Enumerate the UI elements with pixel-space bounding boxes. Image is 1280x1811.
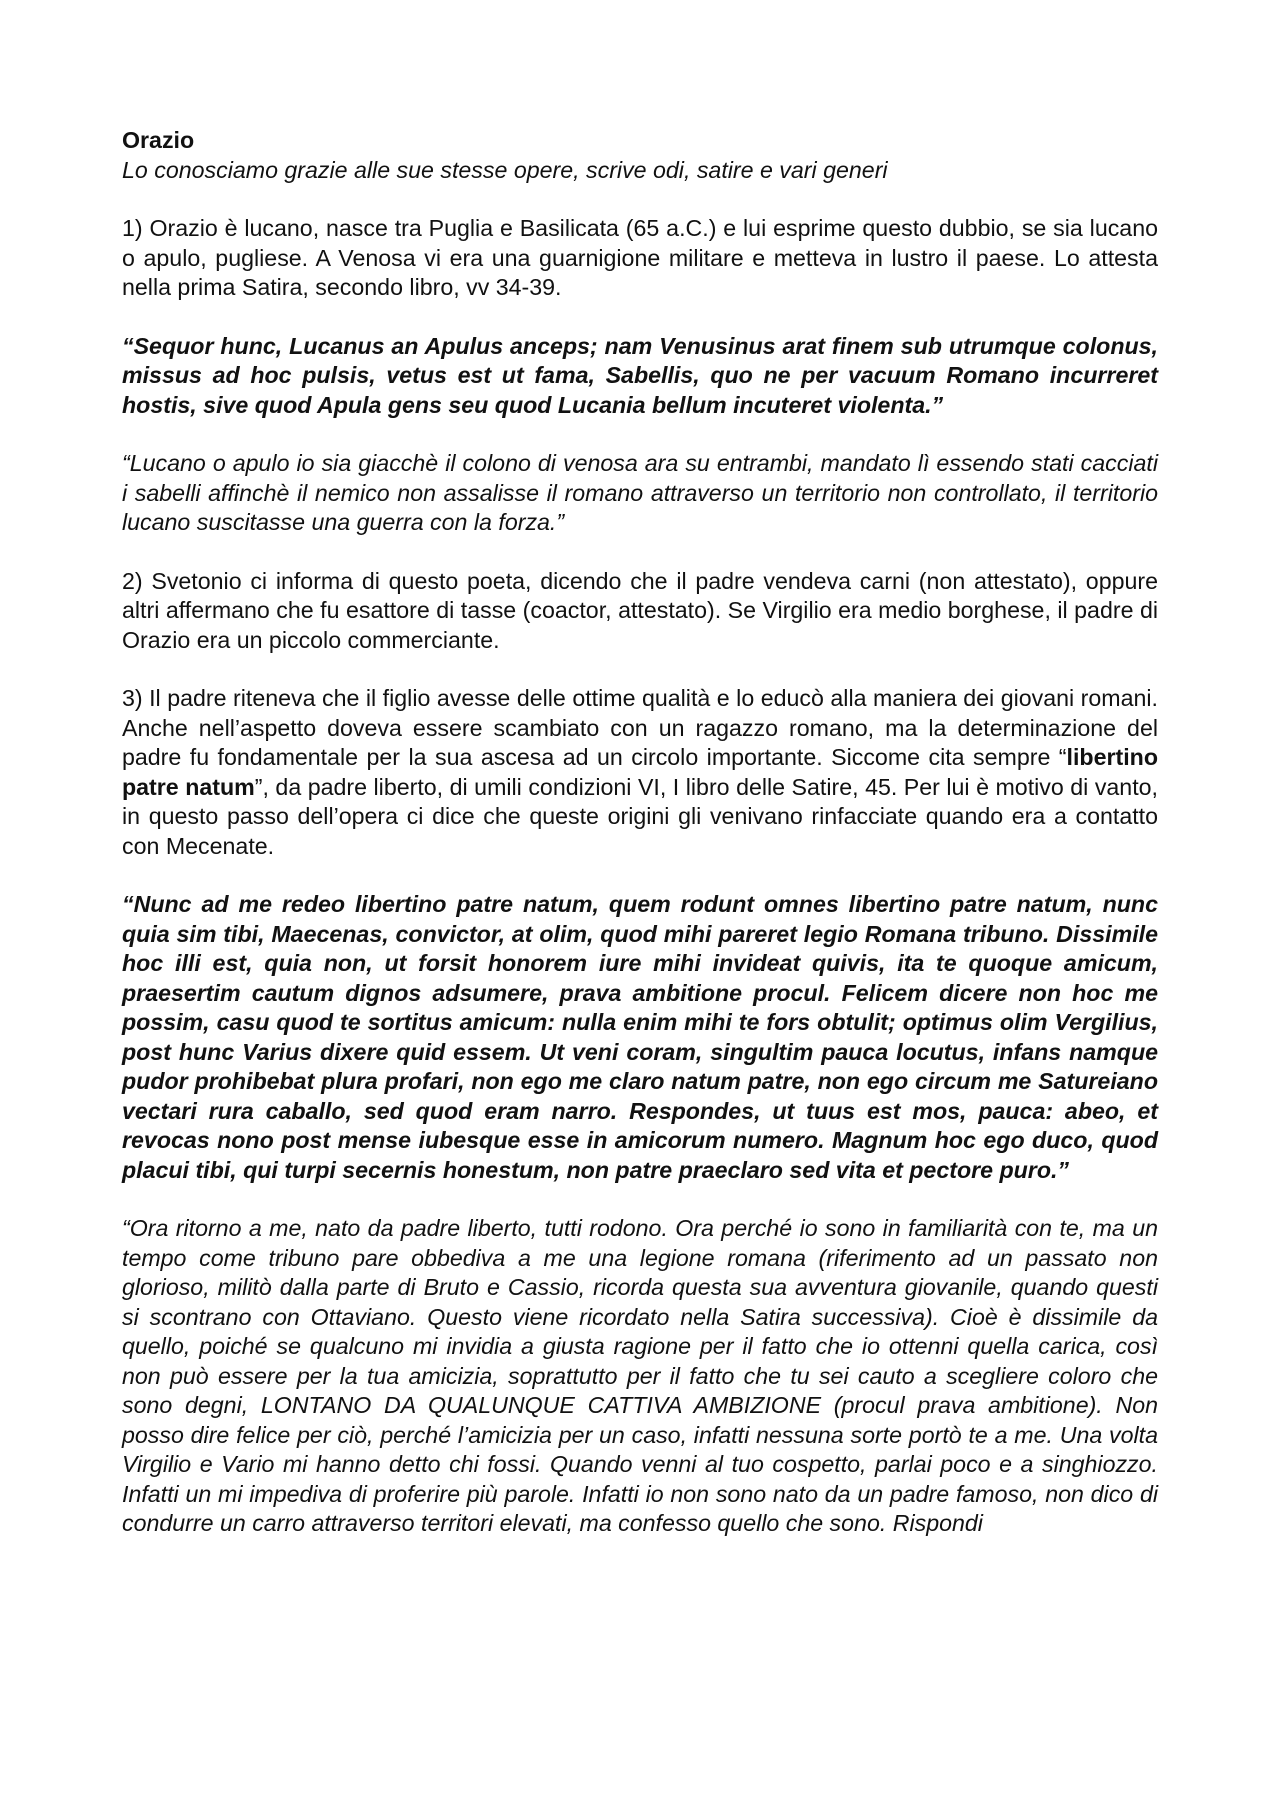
latin-quote-1: “Sequor hunc, Lucanus an Apulus anceps; nam Venusinus arat finem sub utrumque colonus, missus ad hoc pulsis, vetus est ut fama, Sabellis, quo ne per vacuum Romano incurreret hostis, sive quod Apula gens seu quod Lucania bellum incuteret violenta.” — [122, 332, 1158, 418]
paragraph-section-1: 1) Orazio è lucano, nasce tra Puglia e Basilicata (65 a.C.) e lui esprime questo dubbio, se sia lucano o apulo, pugliese. A Venosa vi era una guarnigione militare e metteva in lustro il paese. Lo attesta nella prima Satira, secondo libro, vv 34-39. — [122, 215, 1158, 300]
paragraph-section-3 — [122, 684, 1158, 861]
latin-quote-2: “Nunc ad me redeo libertino patre natum, quem rodunt omnes libertino patre natum, nunc quia sim tibi, Maecenas, convictor, at olim, quod mihi pareret legio Romana tribuno. Dissimile hoc illi est, quia non, ut forsit honorem iure mihi invideat quivis, ita te quoque amicum, praesertim cautum dignos adsumere, prava ambitione procul. Felicem dicere non hoc me possim, casu quod te sortitus amicum: nulla enim mihi te fors obtulit; optimus olim Vergilius, post hunc Varius dixere quid essem. Ut veni coram, singultim pauca locutus, infans namque pudor prohibebat plura profari, non ego me claro natum patre, non ego circum me Satureiano vectari rura caballo, sed quod eram narro. Respondes, ut tuus est mos, pauca: abeo, et revocas nono post mense iubesque esse in amicorum numero. Magnum hoc ego duco, quod placui tibi, qui turpi secernis honestum, non patre praeclaro sed vita et pectore puro.” — [122, 891, 1158, 1183]
paragraph-section-2: 2) Svetonio ci informa di questo poeta, dicendo che il padre vendeva carni (non attestato), oppure altri affermano che fu esattore di tasse (coactor, attestato). Se Virgilio era medio borghese, il padre di Orazio era un piccolo commerciante. — [122, 567, 1158, 653]
document-page — [122, 126, 1158, 1539]
translation-quote-2: “Ora ritorno a me, nato da padre liberto, tutti rodono. Ora perché io sono in familiarità con te, ma un tempo come tribuno pare obbediva a me una legione romana (riferimento ad un passato non glorioso, militò dalla parte di Bruto e Cassio, ricorda questa sua avventura giovanile, quando questi si scontrano con Ottaviano. Questo viene ricordato nella Satira successiva). Cioè è dissimile da quello, poiché se qualcuno mi invidia a giusta ragione per il fatto che io ottenni quella carica, così non può essere per la tua amicizia, soprattutto per il fatto che tu sei cauto a scegliere coloro che sono degni, LONTANO DA QUALUNQUE CATTIVA AMBIZIONE (procul prava ambitione). Non posso dire felice per ciò, perché l’amicizia per un caso, infatti nessuna sorte portò te a me. Una volta Virgilio e Vario mi hanno detto chi fossi. Quando venni al tuo cospetto, parlai poco e a singhiozzo. Infatti un mi impediva di proferire più parole. Infatti io non sono nato da un padre famoso, non dico di condurre un carro attraverso territori elevati, ma confesso quello che sono. Rispondi — [122, 1215, 1158, 1536]
section-3-text-after: ”, da padre liberto, di umili condizioni VI, I libro delle Satire, 45. Per lui è motivo di vanto, in questo passo dell’opera ci dice che queste origini gli venivano rinfacciate quando era a contatto con Mecenate. — [122, 773, 1158, 859]
document-title: Orazio — [122, 127, 195, 153]
section-3-text-before: 3) Il padre riteneva che il figlio avesse delle ottime qualità e lo educò alla maniera dei giovani romani. Anche nell’aspetto doveva essere scambiato con un ragazzo romano, ma la determinazione del padre fu fondamentale per la sua ascesa ad un circolo importante. Siccome cita sempre “ — [122, 685, 1158, 770]
document-subtitle: Lo conosciamo grazie alle sue stesse opere, scrive odi, satire e vari generi — [122, 156, 888, 183]
translation-quote-1: “Lucano o apulo io sia giacchè il colono di venosa ara su entrambi, mandato lì essendo stati cacciati i sabelli affinchè il nemico non assalisse il romano attraverso un territorio non controllato, il territorio lucano suscitasse una guerra con la forza.” — [122, 450, 1158, 535]
section-3-bold-phrase: libertino patre natum — [122, 744, 1158, 800]
